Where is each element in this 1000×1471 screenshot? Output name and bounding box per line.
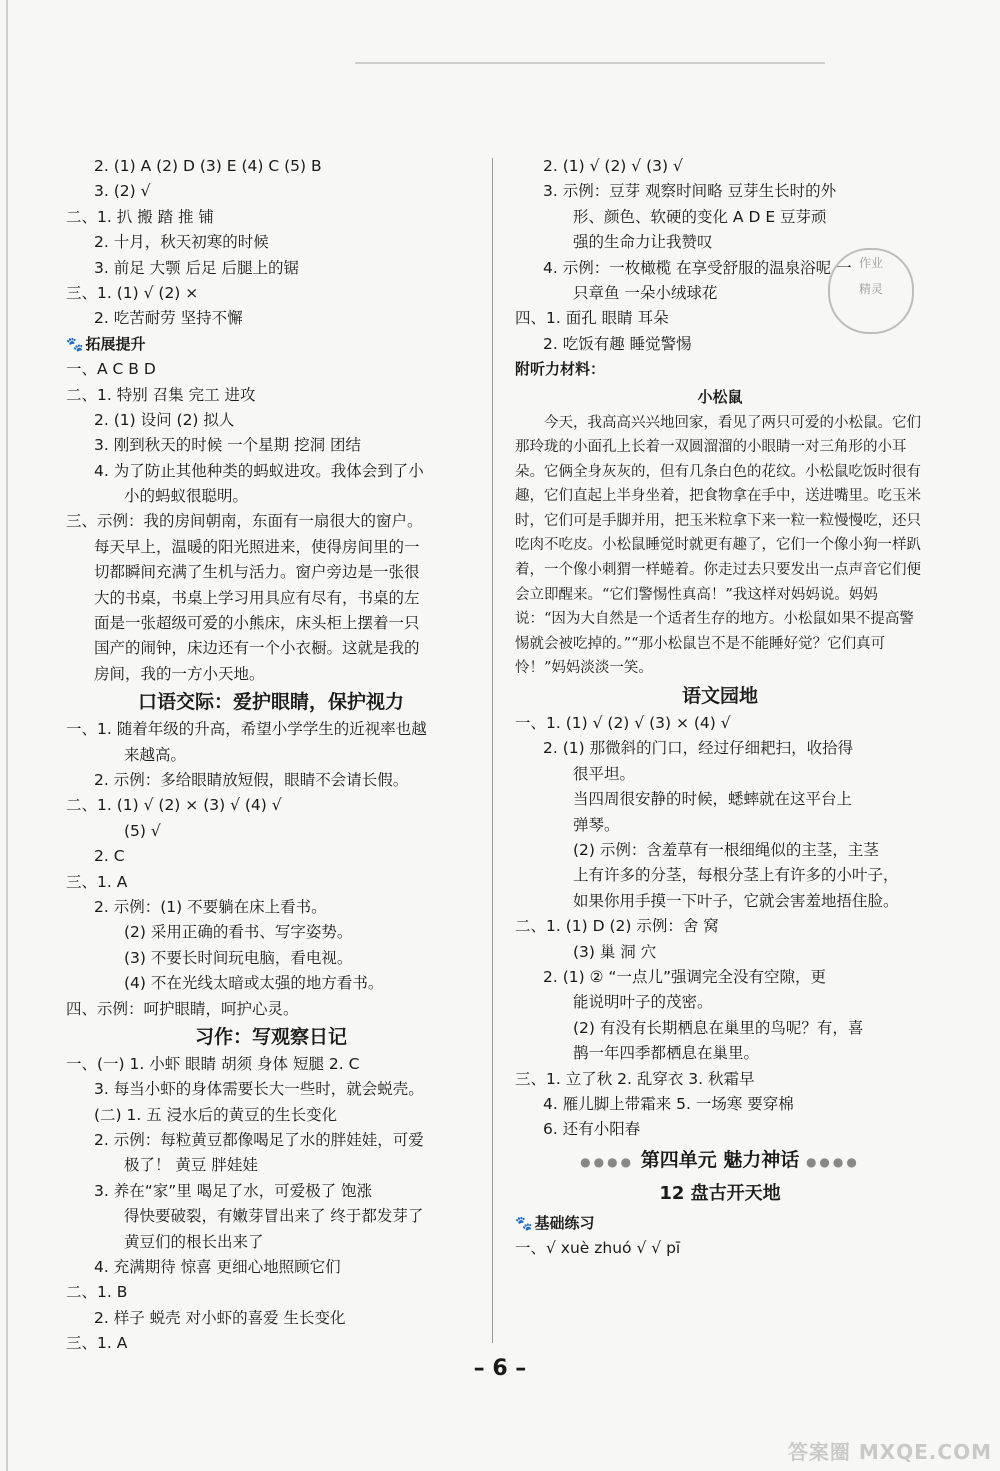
answer-line: 二、1. (1) √ (2) × (3) √ (4) √ [66, 796, 282, 815]
garden-answers [515, 711, 925, 1143]
answer-line: 4. 充满期待 惊喜 更细心地照顾它们 [94, 1258, 341, 1277]
answer-line: 3. (2) √ [94, 182, 151, 201]
decor-dots-left: ●●●● [580, 1154, 635, 1169]
answer-line: 每天早上，温暖的阳光照进来，使得房间里的一 [94, 537, 420, 556]
page-edge [6, 0, 8, 1471]
answer-line: (二) 1. 五 浸水后的黄豆的生长变化 [94, 1105, 338, 1124]
unit-title-text: 第四单元 魅力神话 [640, 1148, 800, 1171]
answer-line: (2) 有没有长期栖息在巢里的鸟呢？有，喜 [573, 1018, 864, 1037]
paw-icon: 🐾 [515, 1215, 533, 1232]
answer-line: 四、1. 面孔 眼睛 耳朵 [515, 309, 669, 328]
answer-line: 二、1. B [66, 1283, 128, 1302]
answer-line: (2) 采用正确的看书、写字姿势。 [124, 923, 353, 942]
garden-heading: 语文园地 [681, 685, 758, 708]
answer-line: 2. 吃饭有趣 睡觉警惕 [543, 334, 692, 353]
answer-line: 切都瞬间充满了生机与活力。窗户旁边是一张很 [94, 563, 420, 582]
story-paragraph: 今天，我高高兴兴地回家，看见了两只可爱的小松鼠。它们那玲珑的小面孔上长着一双圆溜溜的小眼睛一对三角形的小耳朵。它俩全身灰灰的，但有几条白色的花纹。小松鼠吃饭时很有趣，它们直起上半身坐着，把食物拿在手中，送进嘴里。吃玉米时，它们可是手脚并用，把玉米粒拿下来一粒一粒慢慢吃，还只吃肉不吃皮。小松鼠睡觉时就更有趣了，它们一个像小狗一样趴着，一个像小刺猬一样蜷着。你走过去只要发出一点声音它们便会立即醒来。“它们警惕性真高！”我这样对妈妈说。妈妈说：“因为大自然是一个适者生存的地方。小松鼠如果不提高警惕就会被吃掉的。”“那小松鼠岂不是不能睡好觉？它们真可怜！”妈妈淡淡一笑。 [515, 414, 921, 677]
answer-line: (2) 示例：含羞草有一根细绳似的主茎，主茎 [573, 841, 879, 859]
answer-line: 三、示例：我的房间朝南，东面有一扇很大的窗户。 [66, 512, 423, 531]
stamp-line1: 作业 [858, 256, 883, 270]
answer-line: 面是一张超级可爱的小熊床，床头柜上摆着一只 [94, 614, 420, 633]
answer-line: 一、A C B D [66, 360, 156, 379]
answer-line: 2. (1) ② “一点儿”强调完全没有空隙，更 [543, 967, 826, 986]
answer-line: 2. (1) 那微斜的门口，经过仔细耙扫，收拾得 [543, 739, 854, 758]
site-watermark: 答案圈 MXQE.COM [787, 1440, 992, 1464]
practice-heading [515, 1211, 925, 1236]
answer-line: 4. 雁儿脚上带霜来 5. 一场寒 要穿棉 [543, 1094, 794, 1113]
answer-line: 2. (1) 设问 (2) 拟人 [94, 410, 235, 429]
answer-line: 只章鱼 一朵小绒球花 [573, 283, 718, 302]
paw-icon: 🐾 [66, 336, 84, 353]
section-heading: 习作：写观察日记 [194, 1025, 347, 1048]
answer-line: 3. 养在“家”里 喝足了水，可爱极了 饱涨 [94, 1181, 373, 1200]
answer-line: 2. 样子 蜕壳 对小虾的喜爱 生长变化 [94, 1308, 346, 1327]
answer-line: 鹊一年四季都栖息在巢里。 [573, 1044, 760, 1063]
answer-line: 很平坦。 [573, 764, 636, 783]
lesson-title: 12 盘古开天地 [659, 1182, 781, 1204]
answer-line: 2. (1) √ (2) √ (3) √ [543, 157, 683, 175]
left-column [66, 154, 476, 1357]
story-text [515, 411, 925, 682]
answer-line: 上有许多的分茎，每根分茎上有许多的小叶子， [573, 866, 899, 885]
answer-line: 2. C [94, 847, 125, 866]
subsection-heading: 附听力材料： [515, 360, 606, 379]
answer-line: 强的生命力让我赞叹 [573, 233, 713, 252]
answer-line: 来越高。 [124, 745, 187, 764]
answer-line: 4. 为了防止其他种类的蚂蚁进攻。我体会到了小 [94, 461, 424, 480]
subsection-heading-text: 拓展提升 [85, 334, 146, 353]
answer-line: 黄豆们的根长出来了 [124, 1232, 264, 1251]
answer-line: 得快要破裂，有嫩芽冒出来了 终于都发芽了 [124, 1207, 424, 1226]
answer-line: 三、1. A [66, 872, 128, 891]
answer-line: 2. 示例：(1) 不要躺在床上看书。 [94, 897, 327, 916]
answer-line: 2. 十月，秋天初寒的时候 [94, 233, 269, 252]
answer-line: 大的书桌，书桌上学习用具应有尽有，书桌的左 [94, 588, 420, 607]
decor-dots-right: ●●●● [805, 1154, 860, 1169]
top-rule [355, 62, 825, 64]
answer-line: 小的蚂蚁很聪明。 [124, 487, 249, 506]
page-number: – 6 – [473, 1356, 527, 1381]
answer-line: 三、1. A [66, 1334, 128, 1353]
answer-line: 三、1. 立了秋 2. 乱穿衣 3. 秋霜早 [515, 1069, 755, 1088]
answer-line: 弹琴。 [573, 815, 620, 834]
unit-title [515, 1143, 925, 1177]
answer-line: 一、(一) 1. 小虾 眼睛 胡须 身体 短腿 2. C [66, 1054, 360, 1073]
answer-line: 2. 示例：每粒黄豆都像喝足了水的胖娃娃，可爱 [94, 1131, 424, 1150]
answer-line: 二、1. (1) D (2) 示例：舍 窝 [515, 917, 719, 936]
answer-line: 形、颜色、软硬的变化 A D E 豆芽顽 [573, 207, 827, 226]
answer-line: 2. 示例：多给眼睛放短假，眼睛不会请长假。 [94, 770, 409, 789]
answer-line: 3. 刚到秋天的时候 一个星期 挖洞 团结 [94, 436, 361, 455]
answer-line: 3. 每当小虾的身体需要长大一些时，就会蜕壳。 [94, 1080, 424, 1099]
answer-line: 当四周很安静的时候，蟋蟀就在这平台上 [573, 790, 853, 809]
answer-line: 二、1. 扒 搬 踏 推 铺 [66, 207, 214, 226]
answer-line: 能说明叶子的茂密。 [573, 993, 713, 1012]
answer-line: 一、1. 随着年级的升高，希望小学学生的近视率也越 [66, 720, 427, 739]
answer-line: (5) √ [124, 821, 161, 840]
answer-line: 3. 前足 大颚 后足 后腿上的锯 [94, 258, 299, 277]
column-divider [492, 158, 493, 1343]
answer-line: 如果你用手摸一下叶子，它就会害羞地捂住脸。 [573, 891, 899, 910]
section-heading: 口语交际：爱护眼睛，保护视力 [137, 691, 404, 714]
answer-line: 极了！ 黄豆 胖娃娃 [124, 1156, 258, 1175]
answer-line: 2. 吃苦耐劳 坚持不懈 [94, 309, 243, 328]
answer-line: (4) 不在光线太暗或太强的地方看书。 [124, 974, 384, 993]
answer-line: 四、示例：呵护眼睛，呵护心灵。 [66, 999, 299, 1018]
practice-heading-text: 基础练习 [534, 1213, 595, 1232]
answer-line: 二、1. 特别 召集 完工 进攻 [66, 385, 256, 404]
answer-line: 三、1. (1) √ (2) × [66, 283, 199, 302]
answer-line: 一、1. (1) √ (2) √ (3) × (4) √ [515, 714, 731, 733]
subsection-heading [66, 332, 476, 357]
answer-line: 国产的闹钟，床边还有一个小衣橱。这就是我的 [94, 639, 420, 658]
homework-stamp [828, 248, 914, 334]
answer-line: 房间，我的一方小天地。 [94, 664, 265, 683]
answer-line: 3. 示例：豆芽 观察时间略 豆芽生长时的外 [543, 182, 837, 201]
answer-line: 6. 还有小阳春 [543, 1120, 641, 1139]
story-title: 小松鼠 [697, 387, 743, 406]
answer-line: 2. (1) A (2) D (3) E (4) C (5) B [94, 157, 322, 175]
stamp-line2: 精灵 [858, 282, 883, 296]
answer-line: 4. 示例：一枚橄榄 在享受舒服的温泉浴呢 一 [543, 258, 852, 277]
answer-line: (3) 巢 洞 穴 [573, 942, 657, 961]
last-answer-line: 一、√ xuè zhuó √ √ pī [515, 1239, 681, 1258]
answer-line: (3) 不要长时间玩电脑，看电视。 [124, 948, 353, 967]
